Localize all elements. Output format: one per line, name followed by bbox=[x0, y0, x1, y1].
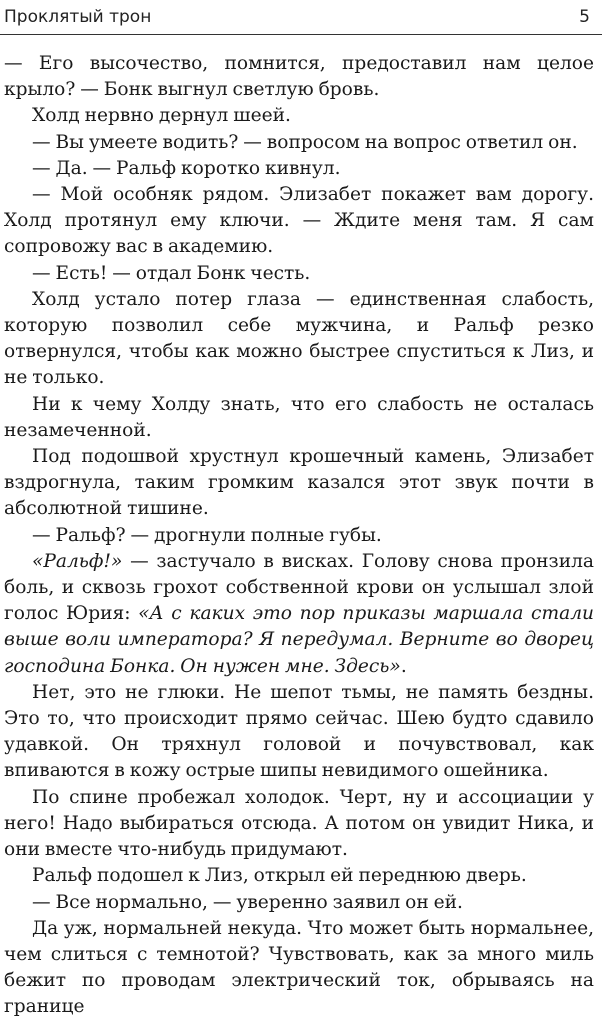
paragraph: — Да. — Ральф коротко кивнул. bbox=[32, 157, 341, 179]
paragraph: — Вы умеете водить? — вопросом на вопрос ответил он. bbox=[32, 131, 578, 153]
paragraph-with-quotes bbox=[4, 549, 594, 680]
paragraph: Да уж, нормальней некуда. Что может быть нормальнее, чем слиться с темнотой? Чувствовать, как за много миль бежит по проводам электрический ток, обрываясь на границе bbox=[4, 917, 594, 1018]
italic-quote: «Ральф!» bbox=[32, 550, 123, 572]
paragraph: — Ральф? — дрогнули полные губы. bbox=[32, 524, 382, 546]
paragraph: — Есть! — отдал Бонк честь. bbox=[32, 262, 311, 284]
header-rule bbox=[0, 34, 602, 35]
paragraph: Ральф подошел к Лиз, открыл ей переднюю дверь. bbox=[32, 865, 527, 887]
paragraph-text: — застучало в висках. Голову снова пронзила боль, и сквозь грохот собственной крови он услышал злой голос Юрия: bbox=[4, 550, 594, 625]
running-header bbox=[0, 0, 602, 34]
paragraph: По спине пробежал холодок. Черт, ну и ассоциации у него! Надо выбираться отсюда. А потом он увидит Ника, и они вместе что-нибудь придумают. bbox=[4, 786, 594, 861]
paragraph: — Все нормально, — уверенно заявил он ей. bbox=[32, 891, 463, 913]
paragraph: Холд нервно дернул шеей. bbox=[32, 105, 291, 127]
paragraph: Под подошвой хрустнул крошечный камень, Элизабет вздрогнула, таким громким казался этот звук почти в абсолютной тишине. bbox=[4, 446, 594, 520]
italic-quote: «А с каких это пор приказы маршала стали выше воли императора? Я передумал. Верните во дворец господина Бонка. Он нужен мне. Здесь» bbox=[4, 603, 595, 677]
paragraph: — Его высочество, помнится, предоставил нам целое крыло? — Бонк выгнул светлую бровь. bbox=[4, 53, 594, 101]
book-title: Проклятый трон bbox=[4, 7, 152, 27]
paragraph: — Мой особняк рядом. Элизабет покажет вам дорогу. Холд протянул ему ключи. — Ждите меня там. Я сам сопровожу вас в академию. bbox=[4, 184, 594, 258]
page-text bbox=[4, 51, 594, 1021]
paragraph: Нет, это не глюки. Не шепот тьмы, не память бездны. Это то, что происходит прямо сейчас. Шею будто сдавило удавкой. Он тряхнул головой и почувствовал, как впиваются в кожу острые шипы невидимого ошейника. bbox=[4, 681, 594, 782]
page-number: 5 bbox=[579, 7, 590, 27]
paragraph: Холд устало потер глаза — единственная слабость, которую позволил себе мужчина, и Ральф резко отвернулся, чтобы как можно быстрее спуститься к Лиз, и не только. bbox=[4, 288, 594, 389]
paragraph-text: . bbox=[400, 655, 407, 677]
paragraph: Ни к чему Холду знать, что его слабость не осталась незамеченной. bbox=[4, 393, 594, 441]
